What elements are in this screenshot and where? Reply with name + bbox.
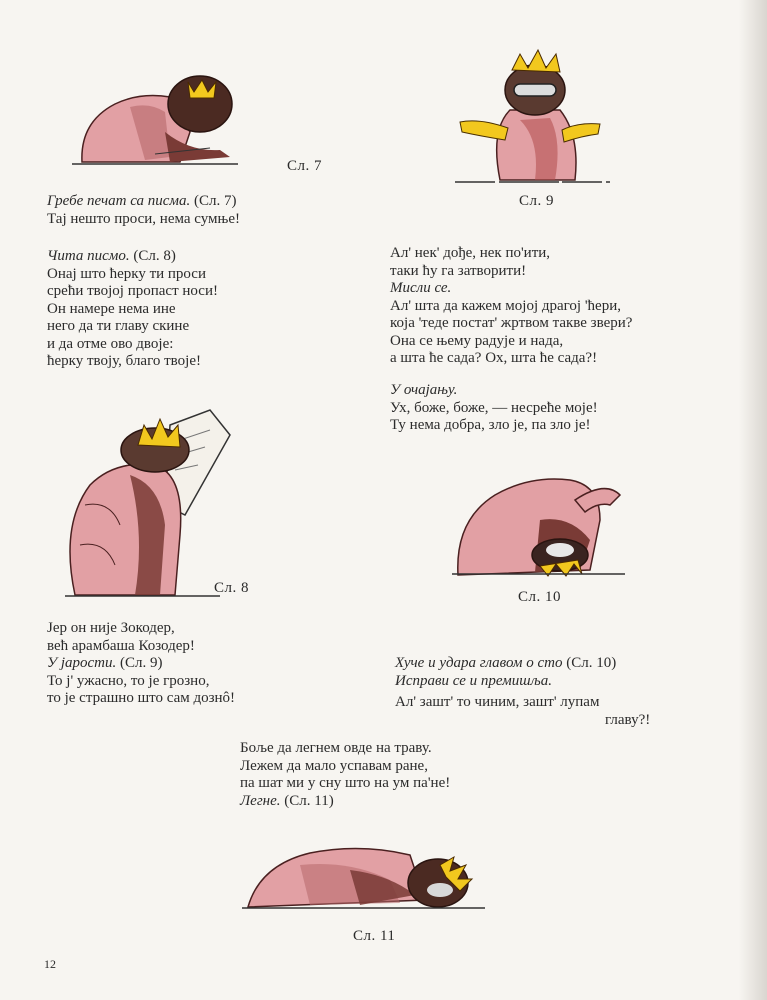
caption-fig9: Сл. 9 [519,193,554,209]
page-spine-shadow [739,0,767,1000]
illustration-fig7 [70,62,245,172]
caption-fig7: Сл. 7 [287,158,322,174]
verse-line: Ту нема добра, зло је, па зло је! [390,417,591,433]
verse-line: Ух, боже, боже, — несреће моје! [390,399,598,416]
verse-line: Он намере нема ине [47,300,176,317]
verse-line: и да отме ово двоје: [47,335,174,352]
stage-direction: Чита писмо. (Сл. 8) [47,248,176,264]
verse-line: Ал' нек' дође, нек по'ити, [390,245,551,261]
verse-line: која 'теде постат' жртвом такве звери? [390,315,633,331]
stage-direction: Исправи се и премишља. [395,672,552,689]
verse-line: Тај нешто проси, нема сумње! [47,210,241,227]
verse-line: Ал' шта да кажем мојој драгој 'ћери, [390,297,621,314]
verse-line: Боље да легнем овде на траву. [240,740,432,756]
stage-direction: У јарости. (Сл. 9) [47,655,163,671]
illustration-fig8 [60,405,240,600]
verse-line: Онај што ћерку ти проси [47,265,206,282]
verse-line: већ арамбаша Козодер! [47,637,195,654]
verse-line: а шта ће сада? Ох, шта ће сада?! [390,350,598,366]
right-stanza-2 [390,382,598,435]
verse-line: Лежем да мало успавам ране, [240,757,428,774]
caption-fig10: Сл. 10 [518,589,561,605]
center-stanza [240,740,450,810]
illustration-fig10 [450,460,630,580]
left-stanza-3 [47,620,235,708]
stage-direction: Легне. (Сл. 11) [240,792,334,809]
verse-line: главу?! [605,711,651,728]
stage-direction: Гребе печат са писма. (Сл. 7) [47,193,237,209]
stage-direction: Мисли се. [390,280,452,296]
verse-line: то је страшно што сам дознô! [47,690,236,706]
verse-line: Ал' зашт' то чиним, зашт' лупам [395,694,600,710]
verse-line: ћерку твоју, благо твоје! [47,353,201,369]
caption-fig8: Сл. 8 [214,580,249,596]
left-stanza-2 [47,248,218,371]
verse-line: То ј' ужасно, то је грозно, [47,672,210,689]
left-stanza-1 [47,193,240,228]
illustration-fig9 [450,40,615,190]
verse-line: па шат ми у сну што на ум па'не! [240,775,451,791]
verse-line: срећи твојој пропаст носи! [47,283,218,299]
caption-fig11: Сл. 11 [353,928,396,944]
verse-line: Јер он није Зокодер, [47,620,175,636]
page-number: 12 [44,957,56,971]
verse-line: него да ти главу скине [47,318,190,334]
stage-direction: У очајању. [390,382,458,398]
illustration-fig11 [240,835,490,915]
stage-direction: Хуче и удара главом о сто (Сл. 10) [395,655,617,671]
right-stanza-3 [395,655,650,729]
verse-line: таки ћу га затворити! [390,262,527,279]
right-stanza-1 [390,245,632,368]
verse-line: Она се њему радује и нада, [390,332,564,349]
